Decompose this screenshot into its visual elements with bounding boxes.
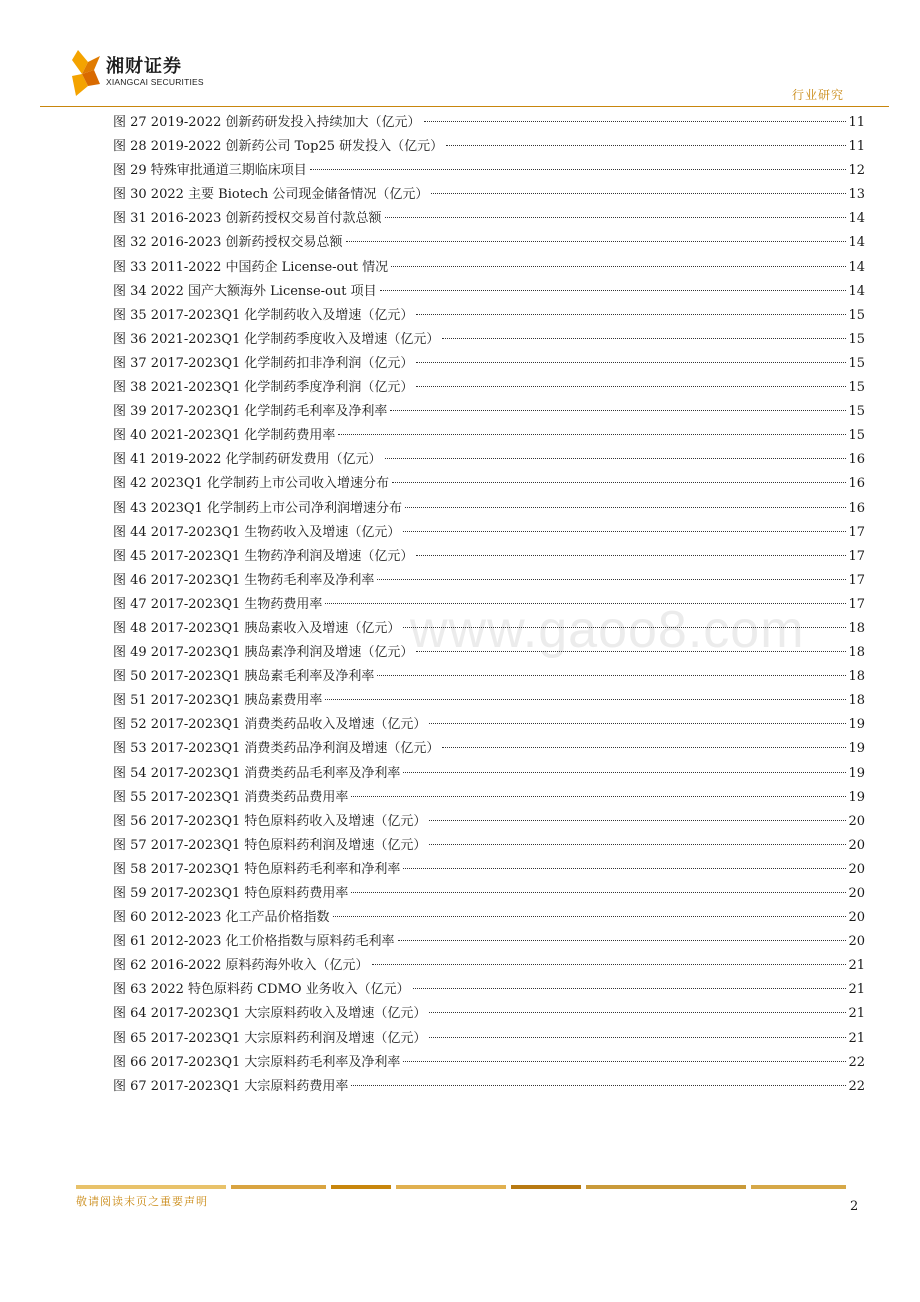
header-divider: [40, 106, 889, 107]
toc-entry-page: 12: [848, 163, 865, 179]
toc-entry-title: 图 51 2017-2023Q1 胰岛素费用率: [113, 693, 323, 709]
toc-dot-leader: [333, 916, 847, 917]
toc-entry-title: 图 57 2017-2023Q1 特色原料药利润及增速（亿元）: [113, 837, 427, 853]
toc-entry-page: 22: [848, 1078, 865, 1094]
section-label: 行业研究: [791, 88, 844, 102]
toc-entry-page: 19: [848, 765, 865, 781]
toc-entry[interactable]: [113, 665, 865, 689]
toc-entry[interactable]: [113, 882, 865, 906]
toc-entry-title: 图 49 2017-2023Q1 胰岛素净利润及增速（亿元）: [113, 645, 414, 661]
toc-entry[interactable]: [113, 545, 865, 569]
toc-dot-leader: [325, 699, 846, 700]
toc-entry-page: 16: [848, 500, 865, 516]
toc-entry[interactable]: [113, 256, 865, 280]
watermark: www.gaoo8.com: [410, 601, 805, 659]
toc-entry[interactable]: [113, 521, 865, 545]
toc-entry-page: 17: [848, 524, 865, 540]
toc-entry[interactable]: [113, 1051, 865, 1075]
toc-entry[interactable]: [113, 424, 865, 448]
toc-dot-leader: [391, 266, 846, 267]
toc-dot-leader: [380, 290, 847, 291]
toc-dot-leader: [325, 603, 846, 604]
toc-dot-leader: [403, 1061, 846, 1062]
toc-dot-leader: [403, 531, 846, 532]
toc-entry[interactable]: [113, 1075, 865, 1099]
toc-entry[interactable]: [113, 400, 865, 424]
toc-entry[interactable]: [113, 304, 865, 328]
toc-entry-page: 15: [848, 331, 865, 347]
toc-entry-page: 22: [848, 1054, 865, 1070]
toc-entry-page: 19: [848, 717, 865, 733]
toc-entry-title: 图 59 2017-2023Q1 特色原料药费用率: [113, 886, 349, 901]
toc-entry-page: 19: [848, 741, 865, 757]
logo-mark-icon: [70, 48, 104, 100]
toc-entry-title: 图 61 2012-2023 化工价格指数与原料药毛利率: [113, 934, 395, 950]
toc-entry-page: 17: [848, 548, 865, 564]
toc-dot-leader: [377, 675, 846, 676]
toc-dot-leader: [431, 193, 846, 194]
toc-entry[interactable]: [113, 978, 865, 1002]
toc-entry[interactable]: [113, 280, 865, 304]
toc-entry-page: 16: [848, 476, 865, 492]
toc-dot-leader: [377, 579, 846, 580]
toc-entry[interactable]: [113, 858, 865, 882]
toc-dot-leader: [429, 844, 846, 845]
toc-dot-leader: [403, 868, 846, 869]
toc-entry[interactable]: [113, 569, 865, 593]
toc-entry[interactable]: [113, 497, 865, 521]
toc-entry[interactable]: [113, 231, 865, 255]
toc-entry-title: 图 42 2023Q1 化学制药上市公司收入增速分布: [113, 476, 389, 492]
toc-entry[interactable]: [113, 906, 865, 930]
toc-entry-page: 20: [848, 813, 865, 829]
toc-dot-leader: [424, 121, 847, 122]
toc-entry-page: 14: [848, 259, 865, 275]
toc-entry-title: 图 39 2017-2023Q1 化学制药毛利率及净利率: [113, 404, 388, 420]
toc-entry[interactable]: [113, 1002, 865, 1026]
toc-dot-leader: [416, 314, 846, 315]
toc-entry-title: 图 27 2019-2022 创新药研发投入持续加大（亿元）: [113, 115, 421, 130]
toc-entry[interactable]: [113, 689, 865, 713]
toc-entry[interactable]: [113, 183, 865, 207]
toc-entry[interactable]: [113, 737, 865, 761]
toc-entry-page: 20: [848, 934, 865, 950]
toc-dot-leader: [403, 772, 846, 773]
toc-entry-title: 图 63 2022 特色原料药 CDMO 业务收入（亿元）: [113, 982, 410, 998]
toc-entry-title: 图 29 特殊审批通道三期临床项目: [113, 163, 307, 179]
toc-entry-page: 21: [848, 1030, 865, 1046]
toc-entry[interactable]: [113, 1027, 865, 1051]
toc-entry-title: 图 46 2017-2023Q1 生物药毛利率及净利率: [113, 572, 375, 588]
toc-entry[interactable]: [113, 111, 865, 135]
toc-entry-title: 图 50 2017-2023Q1 胰岛素毛利率及净利率: [113, 669, 375, 685]
toc-entry-title: 图 67 2017-2023Q1 大宗原料药费用率: [113, 1078, 349, 1094]
toc-dot-leader: [405, 507, 847, 508]
toc-entry[interactable]: [113, 593, 865, 617]
toc-dot-leader: [338, 434, 846, 435]
toc-dot-leader: [346, 241, 847, 242]
toc-entry[interactable]: [113, 930, 865, 954]
toc-dot-leader: [392, 482, 847, 483]
toc-entry[interactable]: [113, 954, 865, 978]
toc-dot-leader: [442, 747, 846, 748]
toc-dot-leader: [429, 1037, 846, 1038]
toc-dot-leader: [351, 1085, 846, 1086]
toc-entry-page: 21: [848, 982, 865, 998]
toc-entry[interactable]: [113, 207, 865, 231]
toc-dot-leader: [446, 145, 846, 146]
toc-dot-leader: [416, 651, 846, 652]
toc-entry-page: 16: [848, 452, 865, 468]
toc-entry-page: 15: [848, 404, 865, 420]
toc-entry-title: 图 58 2017-2023Q1 特色原料药毛利率和净利率: [113, 861, 401, 877]
toc-entry-page: 21: [848, 1006, 865, 1022]
toc-dot-leader: [413, 988, 847, 989]
toc-entry[interactable]: [113, 376, 865, 400]
toc-entry-title: 图 31 2016-2023 创新药授权交易首付款总额: [113, 211, 382, 227]
toc-dot-leader: [429, 723, 846, 724]
toc-entry-title: 图 28 2019-2022 创新药公司 Top25 研发投入（亿元）: [113, 139, 444, 155]
toc-entry-page: 20: [848, 910, 865, 926]
toc-entry-page: 18: [848, 693, 865, 709]
company-logo: [70, 48, 210, 100]
toc-entry-title: 图 41 2019-2022 化学制药研发费用（亿元）: [113, 452, 382, 468]
toc-dot-leader: [385, 458, 847, 459]
page-number: 2: [850, 1199, 859, 1214]
toc-entry-title: 图 47 2017-2023Q1 生物药费用率: [113, 596, 323, 612]
toc-entry-page: 11: [848, 139, 865, 155]
toc-entry-title: 图 53 2017-2023Q1 消费类药品净利润及增速（亿元）: [113, 741, 440, 757]
toc-entry-page: 15: [848, 380, 865, 396]
toc-entry-title: 图 65 2017-2023Q1 大宗原料药利润及增速（亿元）: [113, 1030, 427, 1046]
toc-entry-page: 20: [848, 861, 865, 877]
toc-entry[interactable]: [113, 762, 865, 786]
toc-entry-title: 图 40 2021-2023Q1 化学制药费用率: [113, 428, 336, 444]
logo-english-name: XIANGCAI SECURITIES: [106, 77, 204, 87]
toc-entry-title: 图 60 2012-2023 化工产品价格指数: [113, 910, 330, 926]
toc-entry-title: 图 64 2017-2023Q1 大宗原料药收入及增速（亿元）: [113, 1006, 427, 1022]
toc-entry-title: 图 62 2016-2022 原料药海外收入（亿元）: [113, 958, 369, 974]
toc-entry[interactable]: [113, 641, 865, 665]
footer-disclaimer: 敬请阅读末页之重要声明: [76, 1195, 208, 1208]
toc-entry-title: 图 54 2017-2023Q1 消费类药品毛利率及净利率: [113, 765, 401, 781]
toc-entry[interactable]: [113, 448, 865, 472]
toc-entry-title: 图 36 2021-2023Q1 化学制药季度收入及增速（亿元）: [113, 331, 440, 347]
toc-dot-leader: [372, 964, 847, 965]
toc-entry-title: 图 38 2021-2023Q1 化学制药季度净利润（亿元）: [113, 380, 414, 396]
toc-entry-title: 图 44 2017-2023Q1 生物药收入及增速（亿元）: [113, 524, 401, 540]
toc-entry-page: 18: [848, 669, 865, 685]
toc-entry-page: 11: [848, 115, 865, 130]
toc-entry-page: 19: [848, 789, 865, 805]
footer-divider: [76, 1185, 846, 1189]
toc-entry-title: 图 35 2017-2023Q1 化学制药收入及增速（亿元）: [113, 307, 414, 323]
toc-dot-leader: [385, 217, 847, 218]
toc-entry-page: 14: [848, 283, 865, 299]
toc-entry-title: 图 43 2023Q1 化学制药上市公司净利润增速分布: [113, 500, 402, 516]
toc-entry-page: 21: [848, 958, 865, 974]
toc-entry-title: 图 33 2011-2022 中国药企 License-out 情况: [113, 259, 389, 275]
figure-index-list: [113, 111, 865, 1099]
toc-entry-title: 图 52 2017-2023Q1 消费类药品收入及增速（亿元）: [113, 717, 427, 733]
toc-entry[interactable]: [113, 617, 865, 641]
toc-entry-title: 图 32 2016-2023 创新药授权交易总额: [113, 235, 343, 251]
toc-dot-leader: [310, 169, 847, 170]
toc-entry-title: 图 34 2022 国产大额海外 License-out 项目: [113, 283, 377, 299]
page-header: [0, 0, 920, 110]
toc-entry-title: 图 66 2017-2023Q1 大宗原料药毛利率及净利率: [113, 1054, 401, 1070]
logo-chinese-name: 湘财证券: [106, 56, 182, 77]
toc-entry[interactable]: [113, 472, 865, 496]
toc-entry-page: 18: [848, 645, 865, 661]
toc-entry[interactable]: [113, 352, 865, 376]
toc-entry[interactable]: [113, 135, 865, 159]
toc-dot-leader: [403, 627, 846, 628]
toc-entry[interactable]: [113, 713, 865, 737]
toc-entry-title: 图 45 2017-2023Q1 生物药净利润及增速（亿元）: [113, 548, 414, 564]
toc-dot-leader: [442, 338, 846, 339]
toc-dot-leader: [416, 555, 846, 556]
toc-dot-leader: [416, 386, 846, 387]
toc-dot-leader: [429, 1012, 846, 1013]
toc-entry[interactable]: [113, 328, 865, 352]
toc-entry-page: 20: [848, 886, 865, 901]
toc-entry-page: 14: [848, 211, 865, 227]
toc-entry-page: 18: [848, 620, 865, 636]
toc-dot-leader: [390, 410, 846, 411]
toc-entry[interactable]: [113, 834, 865, 858]
toc-entry-page: 14: [848, 235, 865, 251]
toc-dot-leader: [416, 362, 846, 363]
toc-entry-title: 图 48 2017-2023Q1 胰岛素收入及增速（亿元）: [113, 620, 401, 636]
toc-entry-page: 15: [848, 355, 865, 371]
toc-entry[interactable]: [113, 810, 865, 834]
toc-entry-page: 15: [848, 428, 865, 444]
toc-entry-page: 15: [848, 307, 865, 323]
toc-entry[interactable]: [113, 159, 865, 183]
toc-entry-title: 图 37 2017-2023Q1 化学制药扣非净利润（亿元）: [113, 355, 414, 371]
toc-entry-page: 17: [848, 596, 865, 612]
toc-entry-page: 13: [848, 187, 865, 203]
toc-entry[interactable]: [113, 786, 865, 810]
toc-entry-title: 图 56 2017-2023Q1 特色原料药收入及增速（亿元）: [113, 813, 427, 829]
toc-dot-leader: [351, 892, 846, 893]
toc-entry-page: 20: [848, 837, 865, 853]
toc-dot-leader: [429, 820, 846, 821]
toc-dot-leader: [351, 796, 846, 797]
toc-entry-page: 17: [848, 572, 865, 588]
toc-entry-title: 图 30 2022 主要 Biotech 公司现金储备情况（亿元）: [113, 187, 429, 203]
toc-dot-leader: [398, 940, 847, 941]
toc-entry-title: 图 55 2017-2023Q1 消费类药品费用率: [113, 789, 349, 805]
